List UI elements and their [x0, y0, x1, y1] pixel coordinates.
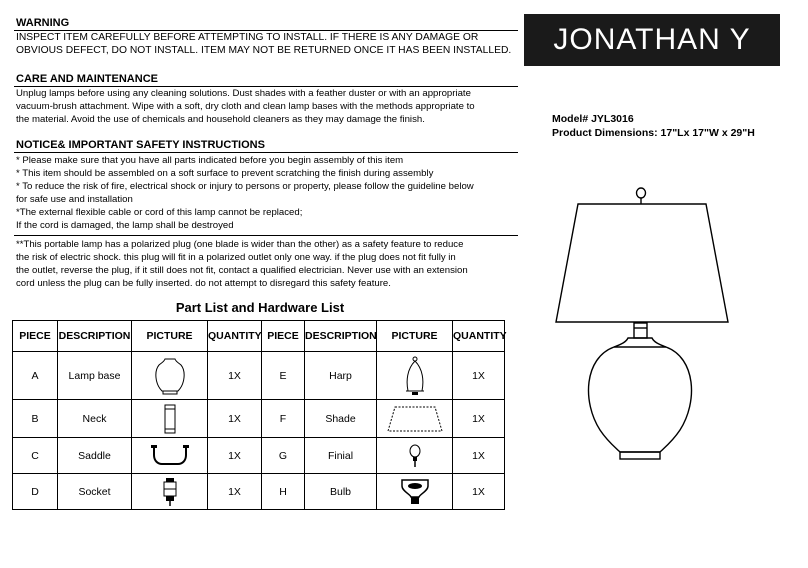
quantity-cell: 1X: [453, 474, 505, 510]
quantity-cell: 1X: [208, 438, 262, 474]
piece-cell: E: [262, 352, 305, 400]
model-number: Model# JYL3016: [552, 113, 634, 125]
socket-icon: [161, 477, 179, 507]
header-picture: PICTURE: [377, 321, 453, 352]
quantity-cell: 1X: [453, 438, 505, 474]
safety-line: * This item should be assembled on a soft surface to prevent scratching the finish during assembly: [16, 168, 434, 179]
plug-line: the risk of electric shock. this plug will fit in a polarized outlet only one way. if the plug does not fit fully in: [16, 252, 456, 263]
care-line: vacuum-brush attachment. Wipe with a soft, dry cloth and clean lamp bases with the methods appropriate to: [16, 101, 475, 112]
plug-text: [16, 238, 468, 290]
piece-cell: D: [13, 474, 58, 510]
picture-cell: [377, 400, 453, 438]
piece-cell: B: [13, 400, 58, 438]
table-row: [13, 352, 505, 400]
table-row: [13, 474, 505, 510]
care-text: [16, 87, 475, 126]
quantity-cell: 1X: [453, 352, 505, 400]
description-cell: Finial: [305, 438, 377, 474]
table-row: [13, 438, 505, 474]
piece-cell: G: [262, 438, 305, 474]
bulb-icon: [398, 477, 432, 507]
quantity-cell: 1X: [208, 352, 262, 400]
picture-cell: [132, 352, 208, 400]
safety-line: If the cord is damaged, the lamp shall be destroyed: [16, 220, 234, 231]
header-description: DESCRIPTION: [58, 321, 132, 352]
care-title: CARE AND MAINTENANCE: [16, 73, 158, 85]
piece-cell: F: [262, 400, 305, 438]
description-cell: Harp: [305, 352, 377, 400]
saddle-icon: [148, 443, 192, 469]
shade-shape: [556, 204, 728, 322]
picture-cell: [132, 400, 208, 438]
brand-logo: [524, 14, 780, 66]
description-cell: Saddle: [58, 438, 132, 474]
plug-line: cord unless the plug can be fully inserted. do not attempt to disregard this safety feature.: [16, 278, 391, 289]
product-dimensions: Product Dimensions: 17"Lx 17"W x 29"H: [552, 127, 755, 139]
foot-shape: [620, 452, 660, 459]
table-header-row: [13, 321, 505, 352]
description-cell: Lamp base: [58, 352, 132, 400]
piece-cell: H: [262, 474, 305, 510]
finial-shape: [637, 188, 646, 198]
plug-rule: [14, 235, 518, 236]
plug-line: the outlet, reverse the plug, if it still does not fit, contact a qualified electrician. Never use with an extension: [16, 265, 468, 276]
safety-line: *The external flexible cable or cord of this lamp cannot be replaced;: [16, 207, 303, 218]
picture-cell: [377, 352, 453, 400]
picture-cell: [132, 438, 208, 474]
quantity-cell: 1X: [208, 474, 262, 510]
lamp-illustration: [548, 180, 748, 480]
lamp-base-icon: [153, 356, 187, 396]
brand-name: JONATHAN Y: [553, 23, 751, 56]
piece-cell: A: [13, 352, 58, 400]
neck-shape: [634, 323, 647, 338]
parts-title: Part List and Hardware List: [175, 300, 345, 315]
warning-line: OBVIOUS DEFECT, DO NOT INSTALL. ITEM MAY NOT BE RETURNED ONCE IT HAS BEEN INSTALLED.: [16, 45, 512, 56]
care-line: the material. Avoid the use of chemicals and household cleaners as they may damage the finish.: [16, 114, 425, 125]
warning-line: INSPECT ITEM CAREFULLY BEFORE ATTEMPTING TO INSTALL. IF THERE IS ANY DAMAGE OR: [16, 32, 479, 43]
description-cell: Bulb: [305, 474, 377, 510]
quantity-cell: 1X: [453, 400, 505, 438]
plug-line: **This portable lamp has a polarized plug (one blade is wider than the other) as a safety feature to reduce: [16, 239, 464, 250]
safety-text: [16, 154, 474, 232]
neck-icon: [162, 403, 178, 435]
parts-table: [12, 320, 505, 510]
header-quantity: QUANTITY: [453, 321, 505, 352]
header-piece: PIECE: [13, 321, 58, 352]
header-picture: PICTURE: [132, 321, 208, 352]
description-cell: Neck: [58, 400, 132, 438]
header-piece: PIECE: [262, 321, 305, 352]
safety-rule: [14, 152, 518, 153]
finial-icon: [406, 443, 424, 469]
shade-icon: [385, 404, 445, 434]
picture-cell: [377, 438, 453, 474]
safety-title: NOTICE& IMPORTANT SAFETY INSTRUCTIONS: [16, 139, 265, 151]
piece-cell: C: [13, 438, 58, 474]
warning-text: [16, 31, 511, 57]
safety-line: * Please make sure that you have all parts indicated before you begin assembly of this item: [16, 155, 404, 166]
quantity-cell: 1X: [208, 400, 262, 438]
harp-icon: [403, 355, 427, 397]
warning-title: WARNING: [16, 17, 70, 29]
base-shape: [588, 338, 691, 452]
header-quantity: QUANTITY: [208, 321, 262, 352]
picture-cell: [377, 474, 453, 510]
product-info: [552, 112, 755, 140]
header-description: DESCRIPTION: [305, 321, 377, 352]
description-cell: Socket: [58, 474, 132, 510]
care-line: Unplug lamps before using any cleaning solutions. Dust shades with a feather duster or with an appropriate: [16, 88, 471, 99]
description-cell: Shade: [305, 400, 377, 438]
safety-line: for safe use and installation: [16, 194, 133, 205]
picture-cell: [132, 474, 208, 510]
safety-line: * To reduce the risk of fire, electrical shock or injury to persons or property, please follow the guideline below: [16, 181, 474, 192]
table-row: [13, 400, 505, 438]
